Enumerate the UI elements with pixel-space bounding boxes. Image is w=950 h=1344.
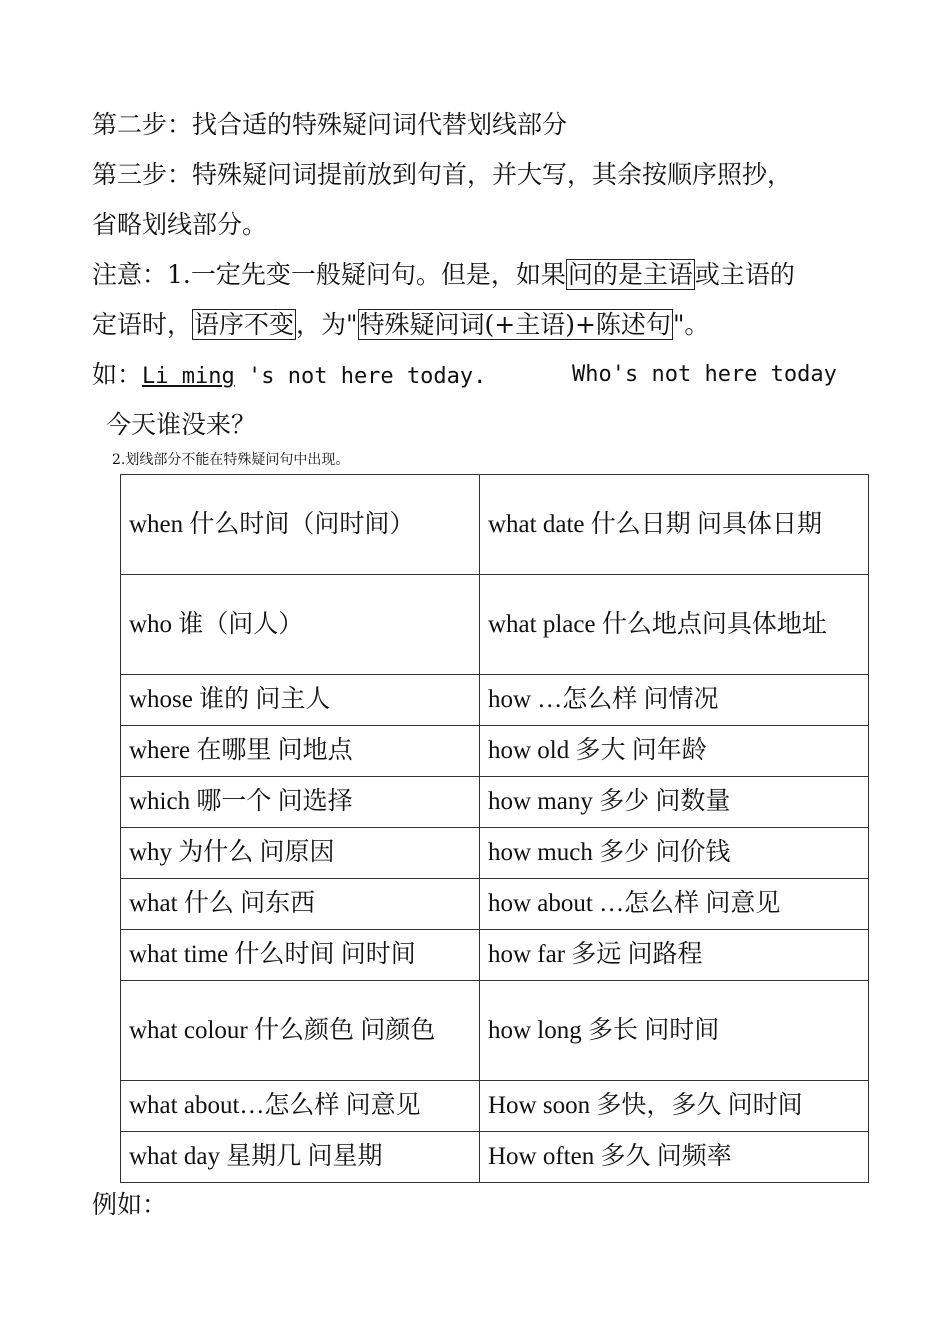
note-one-prefix: 注意：1.一定先变一般疑问句。但是，如果	[92, 260, 566, 289]
table-cell-right: how many 多少 问数量	[480, 777, 869, 828]
table-row	[121, 828, 869, 879]
step-two-text: 第二步：找合适的特殊疑问词代替划线部分	[92, 110, 568, 139]
table-cell-right: how old 多大 问年龄	[480, 726, 869, 777]
table-cell-left: which 哪一个 问选择	[121, 777, 480, 828]
table-cell-left: where 在哪里 问地点	[121, 726, 480, 777]
note-one-line2	[92, 300, 872, 350]
table-row	[121, 879, 869, 930]
note-one-mid2: ，为"	[296, 310, 358, 339]
table-cell-right: how about …怎么样 问意见	[480, 879, 869, 930]
note-box-formula: 特殊疑问词(+主语)+陈述句	[359, 310, 671, 339]
table-row	[121, 475, 869, 575]
question-words-table	[120, 474, 869, 1183]
example-rest: 's not here today.	[234, 364, 487, 389]
table-cell-right: how far 多远 问路程	[480, 930, 869, 981]
question-words-table-body	[121, 475, 869, 1183]
table-cell-left: why 为什么 问原因	[121, 828, 480, 879]
table-row	[121, 1081, 869, 1132]
note-one-suffix: "。	[672, 310, 710, 339]
table-cell-left: when 什么时间（问时间）	[121, 475, 480, 575]
note-box-subject: 问的是主语	[567, 260, 693, 289]
table-cell-left: what colour 什么颜色 问颜色	[121, 981, 480, 1081]
table-cell-left: what about…怎么样 问意见	[121, 1081, 480, 1132]
note-two-text: 2.划线部分不能在特殊疑问句中出现。	[112, 452, 350, 468]
table-cell-right: how …怎么样 问情况	[480, 675, 869, 726]
note-one-line2-prefix: 定语时，	[92, 310, 193, 339]
table-cell-left: what day 星期几 问星期	[121, 1132, 480, 1183]
table-cell-right: How often 多久 问频率	[480, 1132, 869, 1183]
footer-example-label: 例如：	[92, 1190, 168, 1219]
example-answer: Who's not here today	[572, 362, 837, 387]
example-label: 如：	[92, 360, 143, 389]
example-translation: 今天谁没来？	[106, 410, 257, 439]
table-cell-right: how long 多长 问时间	[480, 981, 869, 1081]
table-cell-right: How soon 多快，多久 问时间	[480, 1081, 869, 1132]
step-three-line1: 第三步：特殊疑问词提前放到句首，并大写，其余按顺序照抄，	[92, 160, 793, 189]
table-cell-left: what time 什么时间 问时间	[121, 930, 480, 981]
table-row	[121, 575, 869, 675]
note-one-line1	[92, 250, 872, 300]
note-one-mid: 或主语的	[694, 260, 795, 289]
table-cell-right: what place 什么地点问具体地址	[480, 575, 869, 675]
table-row	[121, 675, 869, 726]
table-row	[121, 981, 869, 1081]
table-row	[121, 726, 869, 777]
table-cell-left: what 什么 问东西	[121, 879, 480, 930]
example-line	[92, 350, 872, 402]
table-row	[121, 930, 869, 981]
step-three-line2: 省略划线部分。	[92, 210, 268, 239]
note-box-word-order: 语序不变	[194, 310, 295, 339]
table-row	[121, 777, 869, 828]
example-underlined: Li ming	[142, 364, 235, 389]
table-cell-left: whose 谁的 问主人	[121, 675, 480, 726]
table-cell-right: what date 什么日期 问具体日期	[480, 475, 869, 575]
table-cell-right: how much 多少 问价钱	[480, 828, 869, 879]
table-row	[121, 1132, 869, 1183]
table-cell-left: who 谁（问人）	[121, 575, 480, 675]
